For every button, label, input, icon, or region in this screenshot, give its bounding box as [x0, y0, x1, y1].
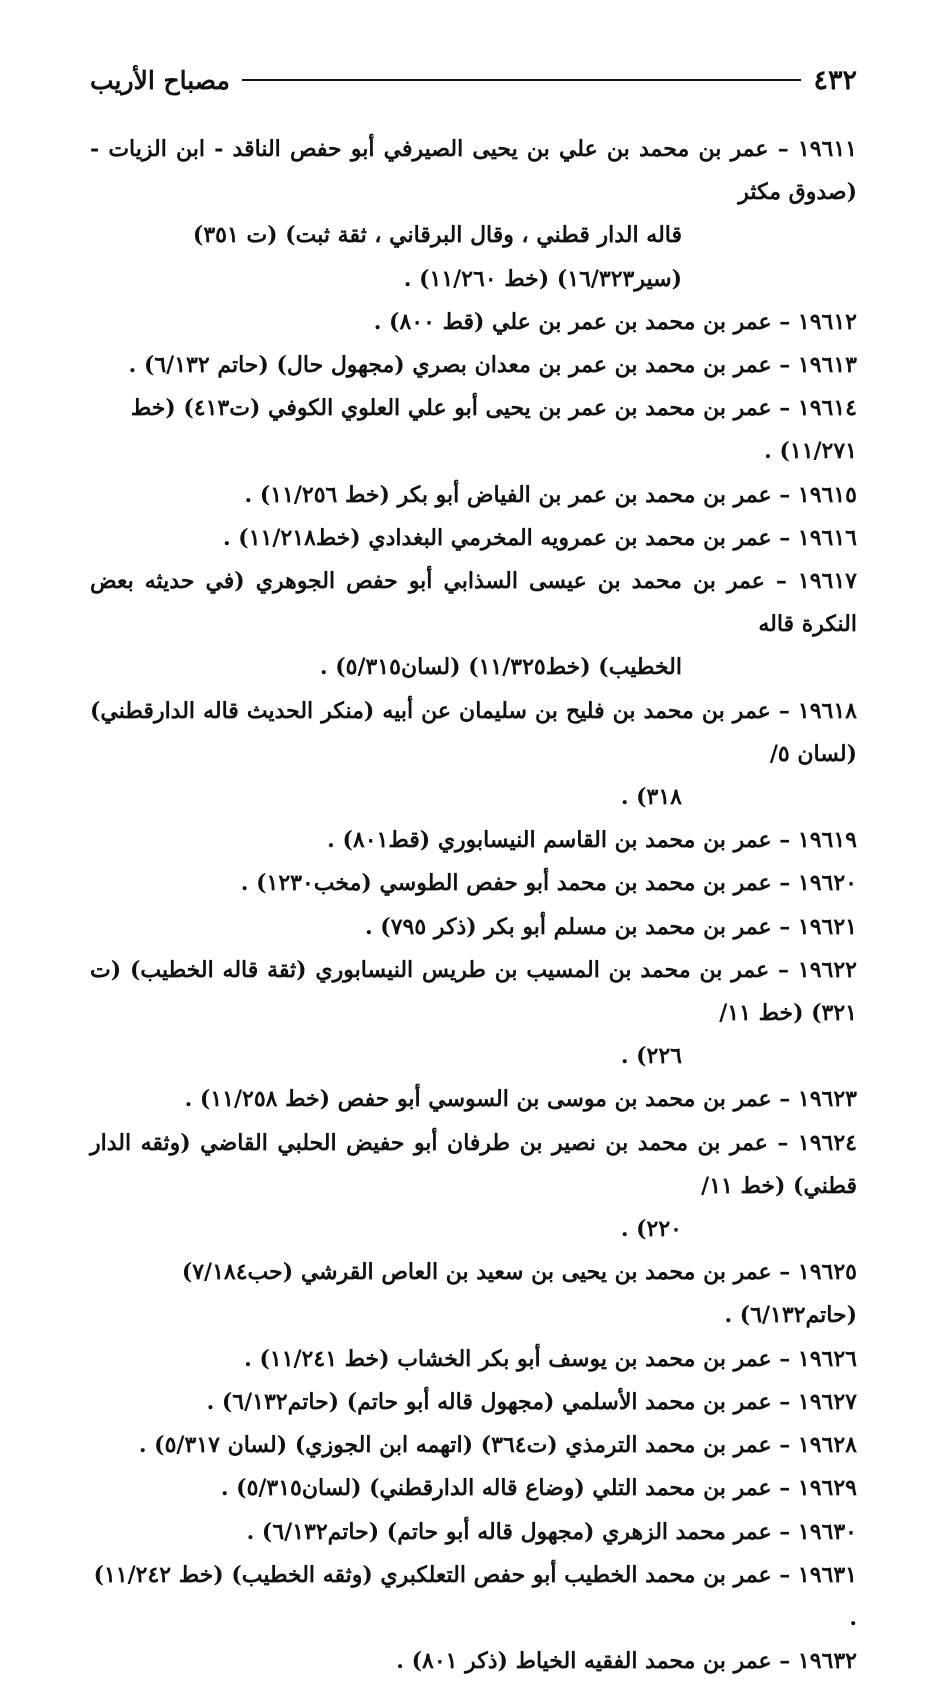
- entry-19618: [90, 690, 857, 820]
- entry-number: ١٩٦٢٢: [797, 956, 857, 983]
- entry-number: ١٩٦١٣: [797, 352, 857, 379]
- entry-continuation: الخطيب) (خط١١/٣٢٥) (لسان٥/٣١٥) .: [319, 654, 682, 681]
- entry-text: – عمر بن محمد الأسلمي (مجهول قاله أبو حاتم) (حاتم٦/١٣٢) .: [206, 1388, 798, 1415]
- entry-number: ١٩٦٢٧: [797, 1388, 857, 1415]
- entry-number: ١٩٦٢٤: [797, 1129, 857, 1156]
- entry-text: – عمر بن محمد الترمذي (ت٣٦٤) (اتهمه ابن الجوزي) (لسان ٥/٣١٧) .: [138, 1432, 798, 1459]
- entry-19620: [90, 862, 857, 905]
- entry-text: – عمر محمد الزهري (مجهول قاله أبو حاتم) (حاتم٦/١٣٢) .: [246, 1518, 798, 1545]
- entry-continuation: ٢٢٠) .: [620, 1216, 682, 1243]
- entry-text: – عمر بن محمد بن يحيى بن سعيد بن العاص القرشي (حب٧/١٨٤) (حاتم٦/١٣٢) .: [181, 1259, 857, 1329]
- entry-text: – عمر بن محمد بن المسيب بن طريس النيسابوري (ثقة قاله الخطيب) (ت ٣٢١) (خط ١١/: [90, 956, 857, 1027]
- entry-19611: [90, 128, 857, 301]
- entry-19625: [90, 1251, 857, 1337]
- entry-number: ١٩٦٢٩: [797, 1475, 857, 1502]
- entry-19616: [90, 517, 857, 560]
- entry-number: ١٩٦١٥: [797, 481, 857, 508]
- entry-19622: [90, 949, 857, 1079]
- entry-19624: [90, 1122, 857, 1252]
- entry-19613: [90, 344, 857, 387]
- entry-19627: [90, 1381, 857, 1424]
- entry-19631: [90, 1554, 857, 1640]
- entry-number: ١٩٦٢٨: [797, 1432, 857, 1459]
- entry-text: – عمر بن محمد الفقيه الخياط (ذكر ٨٠١) .: [396, 1648, 798, 1675]
- entry-text: – عمر بن محمد التلي (وضاع قاله الدارقطني) (لسان٥/٣١٥) .: [220, 1475, 798, 1502]
- entry-19614: [90, 387, 857, 473]
- entry-text: – عمر بن محمد بن موسى بن السوسي أبو حفص (خط ١١/٢٥٨) .: [184, 1086, 798, 1113]
- entry-text: – عمر بن محمد بن محمد أبو حفص الطوسي (مخب١٢٣٠) .: [240, 870, 798, 897]
- entry-19621: [90, 906, 857, 949]
- entry-number: ١٩٦١٦: [797, 524, 857, 551]
- entry-continuation: ٣١٨) .: [620, 784, 682, 811]
- entry-number: ١٩٦٢٦: [797, 1345, 857, 1372]
- entry-text: – عمر بن محمد بن فليح بن سليمان عن أبيه (منكر الحديث قاله الدارقطني) (لسان ٥/: [90, 697, 857, 767]
- entry-text: – عمر بن محمد بن عمرويه المخرمي البغدادي (خط١١/٢١٨) .: [222, 524, 798, 551]
- entry-number: ١٩٦١٩: [797, 827, 857, 854]
- header-rule: [242, 79, 802, 81]
- entry-19612: [90, 301, 857, 344]
- entry-number: ١٩٦٢٠: [797, 870, 857, 897]
- page-number: ٤٣٢: [813, 64, 857, 96]
- entry-19615: [90, 474, 857, 517]
- entry-text: – عمر بن محمد بن عمر بن يحيى أبو علي العلوي الكوفي (ت٤١٣) (خط ١١/٢٧١) .: [130, 395, 857, 465]
- entry-text: – عمر بن محمد بن عيسى السذابي أبو حفص الجوهري (في حديثه بعض النكرة قاله: [90, 568, 857, 638]
- entry-text: – عمر بن محمد بن عمر بن الفياض أبو بكر (خط ١١/٢٥٦) .: [244, 481, 798, 508]
- page-header: [90, 58, 857, 102]
- entry-text: – عمر بن محمد بن القاسم النيسابوري (قط٨٠١) .: [327, 827, 798, 854]
- entry-text: – عمر بن محمد بن عمر بن علي (قط ٨٠٠) .: [373, 308, 798, 335]
- entry-number: ١٩٦١٨: [797, 697, 857, 724]
- entry-continuation: ٢٢٦) .: [620, 1043, 682, 1070]
- entry-text: – عمر بن محمد بن عمر بن معدان بصري (مجهول حال) (حاتم ٦/١٣٢) .: [128, 352, 798, 379]
- entry-19617: [90, 560, 857, 690]
- entry-number: ١٩٦٢١: [797, 913, 857, 940]
- entry-text: – عمر بن محمد الخطيب أبو حفص التعلكبري (وثقه الخطيب) (خط ١١/٢٤٢) .: [93, 1561, 857, 1631]
- entry-number: ١٩٦٢٥: [797, 1259, 857, 1286]
- entry-number: ١٩٦١٤: [797, 395, 857, 422]
- entry-number: ١٩٦١١: [797, 136, 857, 162]
- entry-text: – عمر بن محمد بن نصير بن طرفان أبو حفيض الحلبي القاضي (وثقه الدار قطني) (خط ١١/: [90, 1129, 857, 1199]
- entry-text: – عمر بن محمد بن يوسف أبو بكر الخشاب (خط ١١/٢٤١) .: [244, 1345, 798, 1372]
- entry-continuation: قاله الدار قطني ، وقال البرقاني ، ثقة ثبت) (ت ٣٥١) (سير١٦/٣٢٣) (خط ١١/٢٦٠) .: [192, 222, 682, 292]
- entry-number: ١٩٦٣١: [797, 1561, 857, 1588]
- entry-19626: [90, 1338, 857, 1381]
- entry-number: ١٩٦١٢: [797, 308, 857, 335]
- entry-19630: [90, 1511, 857, 1554]
- entry-19629: [90, 1467, 857, 1510]
- entry-text: – عمر بن محمد بن مسلم أبو بكر (ذكر ٧٩٥) .: [364, 913, 798, 940]
- entry-number: ١٩٦٢٣: [797, 1086, 857, 1113]
- entry-19628: [90, 1424, 857, 1467]
- entry-number: ١٩٦٣٢: [797, 1648, 857, 1675]
- entry-text: – عمر بن محمد بن علي بن يحيى الصيرفي أبو حفص الناقد - ابن الزيات - (صدوق مكثر: [90, 136, 857, 206]
- book-title: مصباح الأريب: [90, 65, 230, 95]
- entry-number: ١٩٦١٧: [797, 568, 857, 595]
- entry-19623: [90, 1078, 857, 1121]
- entry-19632: [90, 1640, 857, 1683]
- entry-list: [90, 128, 857, 1683]
- entry-number: ١٩٦٣٠: [797, 1518, 857, 1545]
- entry-19619: [90, 819, 857, 862]
